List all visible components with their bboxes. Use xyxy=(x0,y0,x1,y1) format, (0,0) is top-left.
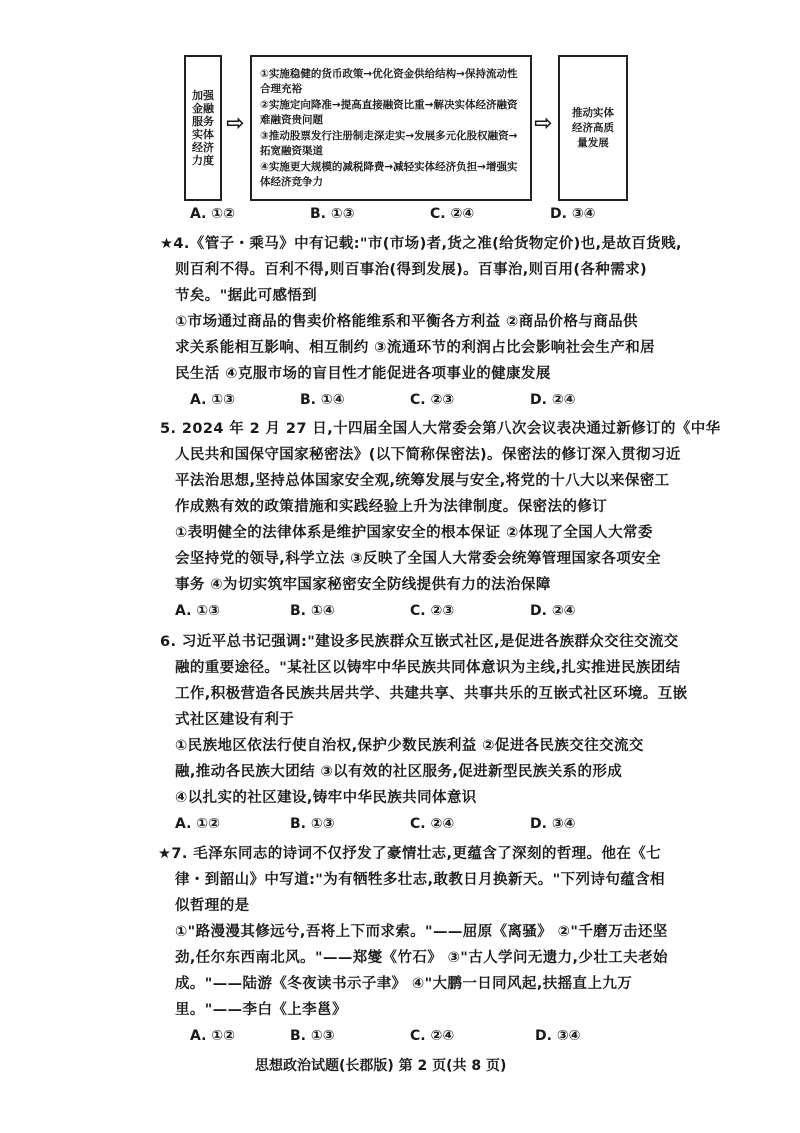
q3-option-a: A. ①② xyxy=(190,206,235,222)
q6-line-7: ④以扎实的社区建设,铸牢中华民族共同体意识 xyxy=(175,790,477,806)
q5-option-c: C. ②③ xyxy=(410,603,455,619)
q5-line-1: 5. 2024 年 2 月 27 日,十四届全国人大常委会第八次会议表决通过新修订的《中华 xyxy=(160,421,721,437)
q6-line-4: 式社区建设有利于 xyxy=(175,712,295,728)
q6-line-3: 工作,积极营造各民族共居共学、共建共享、共事共乐的互嵌式社区环境。互嵌 xyxy=(175,686,688,702)
q7-line-6: 成。"——陆游《冬夜读书示子聿》 ④"大鹏一日同风起,扶摇直上九万 xyxy=(175,976,633,992)
q7-line-2: 律・到韶山》中写道:"为有牺牲多壮志,敢教日月换新天。"下列诗句蕴含相 xyxy=(175,872,665,888)
diagram-left-label: 加强金融服务实体经济力度 xyxy=(192,89,214,167)
q4-option-b: B. ①④ xyxy=(300,392,345,408)
q6-option-b: B. ①③ xyxy=(290,816,335,832)
q3-option-c: C. ②④ xyxy=(430,206,475,222)
q5-line-5: ①表明健全的法律体系是维护国家安全的根本保证 ②体现了全国人大常委 xyxy=(175,525,653,541)
q6-line-6: 融,推动各民族大团结 ③以有效的社区服务,促进新型民族关系的形成 xyxy=(175,764,623,780)
diagram-item-4: ④实施更大规模的减税降费→减轻实体经济负担→增强实体经济竞争力 xyxy=(260,161,518,188)
q7-option-c: C. ②④ xyxy=(410,1028,455,1044)
q4-option-c: C. ②③ xyxy=(410,392,455,408)
q4-line-6: 民生活 ④克服市场的盲目性才能促进各项事业的健康发展 xyxy=(175,366,551,382)
q6-line-5: ①民族地区依法行使自治权,保护少数民族利益 ②促进各民族交往交流交 xyxy=(175,738,644,754)
q6-line-2: 融的重要途径。"某社区以铸牢中华民族共同体意识为主线,扎实推进民族团结 xyxy=(175,660,681,676)
q7-option-d: D. ③④ xyxy=(535,1028,581,1044)
q5-option-b: B. ①④ xyxy=(290,603,335,619)
q5-line-3: 平法治思想,坚持总体国家安全观,统筹发展与安全,将党的十八大以来保密工 xyxy=(175,473,670,489)
q7-option-b: B. ①③ xyxy=(290,1028,335,1044)
q4-line-2: 则百利不得。百利不得,则百事治(得到发展)。百事治,则百用(各种需求) xyxy=(175,262,648,278)
q5-line-6: 会坚持党的领导,科学立法 ③反映了全国人大常委会统筹管理国家各项安全 xyxy=(175,551,661,567)
page-footer: 思想政治试题(长郡版) 第 2 页(共 8 页) xyxy=(255,1058,507,1074)
q3-option-b: B. ①③ xyxy=(310,206,355,222)
q6-line-1: 6. 习近平总书记强调:"建设多民族群众互嵌式社区,是促进各族群众交往交流交 xyxy=(160,634,679,650)
q7-line-7: 里。"——李白《上李邕》 xyxy=(175,1002,347,1018)
q6-option-c: C. ②④ xyxy=(410,816,455,832)
diagram-arrow-2: ⇨ xyxy=(534,111,553,136)
q7-line-4: ①"路漫漫其修远兮,吾将上下而求索。"——屈原《离骚》 ②"千磨万击还坚 xyxy=(175,924,668,940)
diagram-arrow-1: ⇨ xyxy=(226,111,245,136)
q4-line-5: 求关系能相互影响、相互制约 ③流通环节的利润占比会影响社会生产和居 xyxy=(175,340,656,356)
q5-option-a: A. ①③ xyxy=(175,603,220,619)
q4-line-1: ★4.《管子・乘马》中有记载:"市(市场)者,货之准(给货物定价)也,是故百货贱, xyxy=(160,236,682,252)
q4-line-3: 节矣。"据此可感悟到 xyxy=(175,288,318,304)
diagram-left-box xyxy=(184,55,222,201)
diagram-item-2: ②实施定向降准→提高直接融资比重→解决实体经济融资难融资贵问题 xyxy=(260,99,518,126)
q6-option-d: D. ③④ xyxy=(530,816,576,832)
q5-option-d: D. ②④ xyxy=(530,603,576,619)
diagram-item-1: ①实施稳健的货币政策→优化资金供给结构→保持流动性合理充裕 xyxy=(260,68,518,95)
q7-option-a: A. ①② xyxy=(190,1028,235,1044)
q5-line-7: 事务 ④为切实筑牢国家秘密安全防线提供有力的法治保障 xyxy=(175,577,551,593)
q3-option-d: D. ③④ xyxy=(550,206,596,222)
q6-option-a: A. ①② xyxy=(175,816,220,832)
q5-line-2: 人民共和国保守国家秘密法》(以下简称保密法)。保密法的修订深入贯彻习近 xyxy=(175,447,681,463)
q7-line-5: 劲,任尔东西南北风。"——郑燮《竹石》 ③"古人学问无遗力,少壮工夫老始 xyxy=(175,950,668,966)
diagram-middle-box xyxy=(250,55,532,201)
diagram-right-label: 推动实体经济高质量发展 xyxy=(572,106,614,149)
q7-line-3: 似哲理的是 xyxy=(175,898,250,914)
q7-line-1: ★7. 毛泽东同志的诗词不仅抒发了豪情壮志,更蕴含了深刻的哲理。他在《七 xyxy=(158,846,662,862)
diagram-right-box xyxy=(558,55,628,201)
q4-option-d: D. ②④ xyxy=(530,392,576,408)
diagram-item-3: ③推动股票发行注册制走深走实→发展多元化股权融资→拓宽融资渠道 xyxy=(260,130,518,157)
q5-line-4: 作成熟有效的政策措施和实践经验上升为法律制度。保密法的修订 xyxy=(175,499,608,515)
q4-line-4: ①市场通过商品的售卖价格能维系和平衡各方利益 ②商品价格与商品供 xyxy=(175,314,638,330)
q4-option-a: A. ①③ xyxy=(190,392,235,408)
